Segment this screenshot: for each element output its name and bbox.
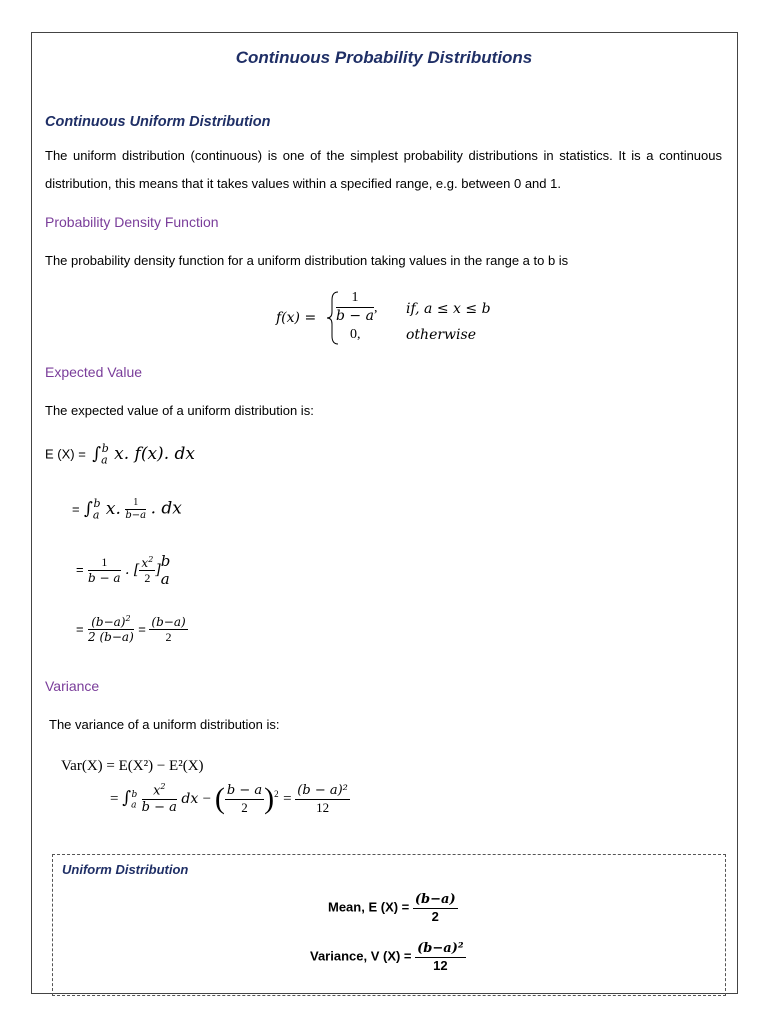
pdf-case1-num: 1 [336,290,374,308]
summary-variance [310,941,466,973]
summary-mean-num: (b−a) [414,892,456,907]
variance-result-den: 12 [316,799,330,815]
variance-heading: Variance [45,678,100,694]
summary-mean-label: Mean, E (X) = [328,899,410,915]
summary-var-den: 12 [433,957,448,973]
variance-result-num: (b − a)² [297,782,348,798]
pdf-lhs: f(x) = [276,310,317,326]
summary-mean-den: 2 [431,908,439,924]
pdf-case1-den: b − a [336,307,374,324]
variance-line-2: = $\int_a^b$ $\frac{x^2}{b - a}$ dx − ( $\frac{b - a}{2}$ )$^2$ = $\frac{\text{(b − a)²}}{12}$ [110,782,348,816]
page-title: Continuous Probability Distributions [235,48,533,67]
pdf-case2-condition: otherwise [406,327,476,343]
expected-line-1: E $(X) = \int_a^b$ x. f(x). dx [45,442,195,467]
pdf-text: The probability density function for a uniform distribution taking values in the range a to b is [45,253,569,268]
expected-line-4-label: = [76,621,84,637]
expected-text: The expected value of a uniform distribution is: [45,403,314,418]
expected-line-2: = $\int_a^b$ x. $\frac{1}{b-a}$ . dx [72,497,182,522]
expected-line-4: = $\frac{(b-a)^2}{2 (b-a)}$ = $\frac{(b-a)}{2}$ [76,614,186,645]
expected-line-2-label: = [72,501,80,517]
variance-text: The variance of a uniform distribution is: [49,717,280,732]
variance-line-1: Var(X) = E(X²) − E²(X) [61,758,204,774]
summary-var-num: (b−a)² [417,941,464,956]
summary-heading: Uniform Distribution [62,862,189,877]
expected-heading: Expected Value [45,364,143,380]
uniform-intro: The uniform distribution (continuous) is one of the simplest probability distributions in statistics. It is a continuous distribution, this means that it takes values within a specified range, e.g. between 0 and 1. [45,148,722,191]
expected-line-3: = $\frac{1}{b - a}$ . [ $\frac{x^2}{2}$ ]b a [76,552,171,588]
pdf-case1-value: $\frac{1}{b - a}$ , [336,290,378,324]
pdf-case2-value: 0, [350,327,361,342]
expected-line-1-label: E (X) = [45,446,86,462]
summary-mean [328,892,458,924]
summary-var-label: Variance, V (X) = [310,948,412,964]
expected-line-3-label: = [76,562,84,578]
pdf-case1-condition: if, a ≤ x ≤ b [406,301,491,317]
uniform-heading: Continuous Uniform Distribution [45,114,271,130]
pdf-heading: Probability Density Function [45,214,219,230]
